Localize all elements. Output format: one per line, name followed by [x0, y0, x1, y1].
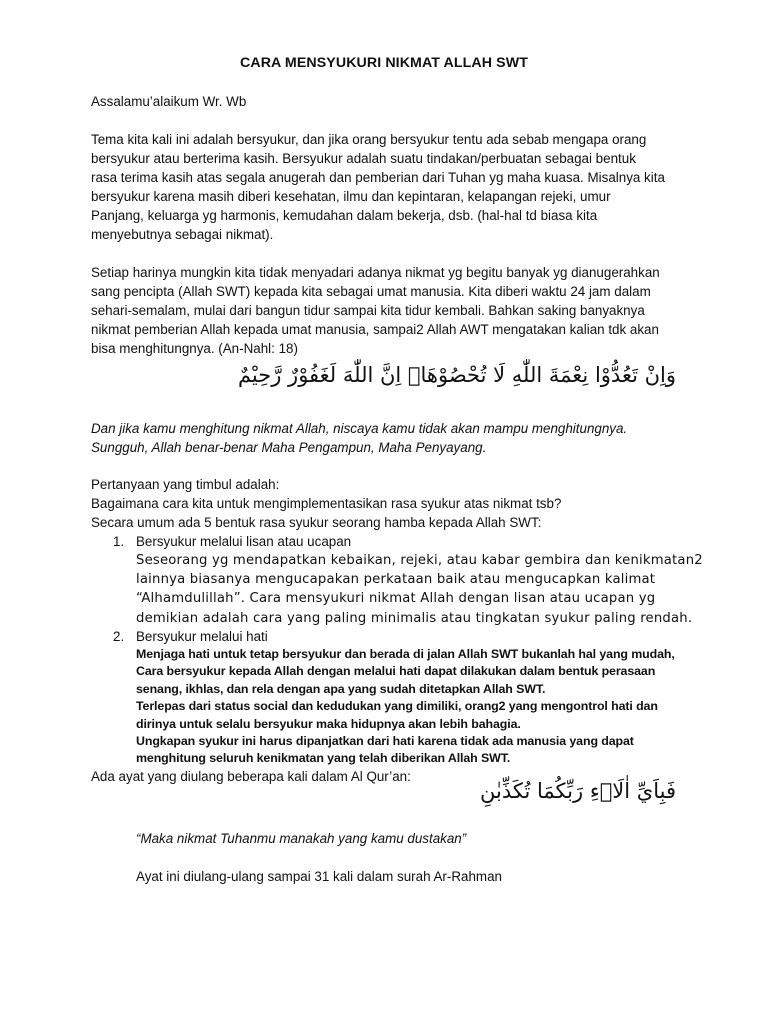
text-line: sang pencipta (Allah SWT) kepada kita sebagai umat manusia. Kita diberi waktu 24 jam dalam: [91, 284, 651, 299]
paragraph-1: [91, 130, 691, 244]
list-body-1: [136, 551, 703, 628]
text-line: dirinya untuk selalu bersyukur maka hidupnya akan lebih bahagia.: [136, 716, 521, 731]
translation-an-nahl: [91, 419, 691, 457]
text-line: rasa terima kasih atas segala anugerah dan pemberian dari Tuhan yg maha kuasa. Misalnya kita: [91, 170, 665, 185]
text-line: Ungkapan syukur ini harus dipanjatkan dari hati karena tidak ada manusia yang dapat: [136, 734, 634, 749]
text-line: Dan jika kamu menghitung nikmat Allah, niscaya kamu tidak akan mampu menghitungnya.: [91, 421, 628, 436]
text-line: “Alhamdulillah”. Cara mensyukuri nikmat Allah dengan lisan atau ucapan yg: [136, 591, 656, 607]
text-line: nikmat pemberian Allah kepada umat manusia, sampai2 Allah AWT mengatakan kalian tdk akan: [91, 322, 659, 337]
document-title: CARA MENSYUKURI NIKMAT ALLAH SWT: [240, 55, 528, 71]
text-line: senang, ikhlas, dan rela dengan apa yang sudah ditetapkan Allah SWT.: [136, 681, 546, 696]
text-line: demikian adalah cara yang paling minimalis atau tingkatan syukur paling rendah.: [136, 610, 693, 626]
text-line: bersyukur atau berterima kasih. Bersyukur adalah suatu tindakan/perbuatan sebagai bentuk: [91, 151, 636, 166]
closing-line: Ayat ini diulang-ulang sampai 31 kali dalam surah Ar-Rahman: [136, 869, 502, 884]
text-line: menyebutnya sebagai nikmat).: [91, 227, 274, 242]
text-line: lainnya biasanya mengucapakan perkataan baik atau mengucapkan kalimat: [136, 572, 656, 588]
text-line: Bagaimana cara kita untuk mengimplementasikan rasa syukur atas nikmat tsb?: [91, 496, 562, 511]
repeated-verse-intro: Ada ayat yang diulang beberapa kali dalam Al Qur’an:: [91, 769, 411, 784]
arabic-verse-ar-rahman: فَبِاَيِّ اٰلَاۤءِ رَبِّكُمَا تُكَذِّبٰنِ: [480, 779, 676, 803]
list-number: 2.: [113, 629, 125, 644]
list-heading: Bersyukur melalui lisan atau ucapan: [136, 534, 352, 549]
text-line: Seseorang yg mendapatkan kebaikan, rejeki, atau kabar gembira dan kenikmatan2: [136, 553, 703, 568]
arabic-verse-an-nahl: وَاِنْ تَعُدُّوْا نِعْمَةَ اللّٰهِ لَا تُحْصُوْهَاۗ اِنَّ اللّٰهَ لَغَفُوْرٌ رَّحِيْمٌ: [237, 363, 676, 387]
text-line: Cara bersyukur kepada Allah dengan melalui hati dapat dilakukan dalam bentuk perasaan: [136, 664, 656, 679]
text-line: sehari-semalam, mulai dari bangun tidur sampai kita tidur kembali. Bahkan saking banyaknya: [91, 303, 645, 318]
list-heading: Bersyukur melalui hati: [136, 629, 268, 644]
text-line: Panjang, keluarga yg harmonis, kemudahan dalam bekerja, dsb. (hal-hal td biasa kita: [91, 208, 598, 223]
text-line: Terlepas dari status social dan kedudukan yang dimiliki, orang2 yang mengontrol hati dan: [136, 699, 658, 714]
text-line: Tema kita kali ini adalah bersyukur, dan jika orang bersyukur tentu ada sebab mengapa orang: [91, 132, 647, 147]
questions-block: [91, 475, 691, 532]
text-line: menghitung seluruh kenikmatan yang telah diberikan Allah SWT.: [136, 751, 511, 766]
translation-ar-rahman: “Maka nikmat Tuhanmu manakah yang kamu dustakan”: [136, 831, 467, 846]
text-line: Secara umum ada 5 bentuk rasa syukur seorang hamba kepada Allah SWT:: [91, 515, 542, 530]
text-line: Pertanyaan yang timbul adalah:: [91, 477, 280, 492]
text-line: bisa menghitungnya. (An-Nahl: 18): [91, 341, 298, 356]
paragraph-2: [91, 263, 691, 358]
text-line: Sungguh, Allah benar-benar Maha Pengampun, Maha Penyayang.: [91, 440, 487, 455]
text-line: Menjaga hati untuk tetap bersyukur dan berada di jalan Allah SWT bukanlah hal yang mudah,: [136, 647, 675, 661]
list-number: 1.: [113, 534, 125, 549]
text-line: bersyukur karena masih diberi kesehatan, ilmu dan kepintaran, kelapangan rejeki, umur: [91, 189, 611, 204]
list-body-2: [136, 646, 675, 768]
greeting: Assalamu’alaikum Wr. Wb: [91, 94, 247, 109]
text-line: Setiap harinya mungkin kita tidak menyadari adanya nikmat yg begitu banyak yg dianugerahkan: [91, 265, 660, 280]
